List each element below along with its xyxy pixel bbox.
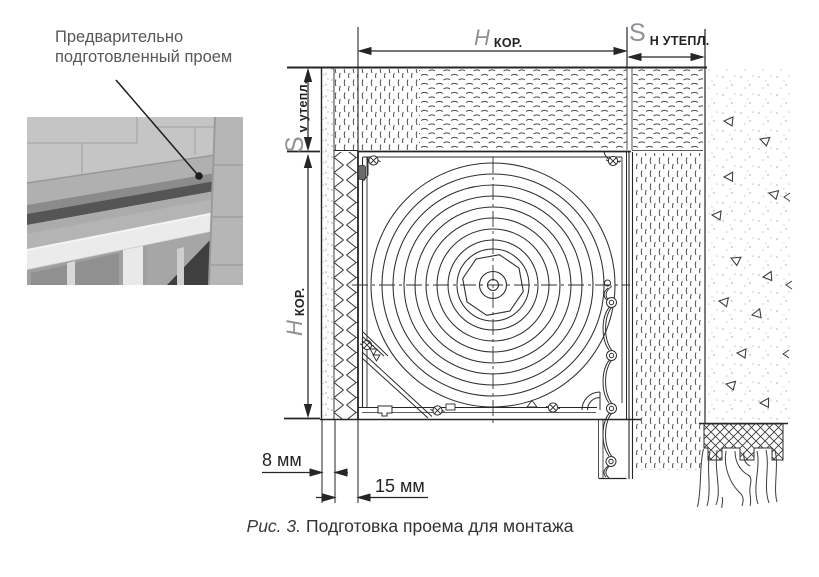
dim-label-h-kor-left: [284, 240, 307, 336]
dim-subscript: v утепл.: [296, 80, 310, 133]
dim-label-15mm: 15 мм: [375, 476, 425, 496]
dim-symbol: S: [281, 136, 309, 153]
figure-note: [55, 28, 245, 67]
dim-subscript: КОР.: [493, 36, 523, 50]
dim-label-8mm: 8 мм: [262, 450, 302, 470]
dim-subscript: Н УТЕПЛ.: [649, 34, 710, 48]
shutter-slats: [603, 280, 616, 478]
figure-caption-text: Подготовка проема для монтажа: [306, 516, 574, 536]
figure-note-line2: подготовленный проем: [55, 47, 233, 66]
figure-note-line1: Предварительно: [55, 28, 184, 46]
figure-caption-number: Рис. 3.: [246, 516, 302, 536]
dim-label-s-n-utepl: [629, 21, 710, 48]
dim-subscript: КОР.: [293, 287, 307, 317]
dim-symbol: H: [474, 25, 490, 50]
photo-prepared-opening: [27, 117, 243, 285]
dim-label-h-kor-top: [474, 27, 522, 50]
dim-label-s-v-utepl: [283, 61, 310, 153]
window-frame-section: [698, 424, 789, 509]
dim-symbol: S: [629, 19, 646, 47]
dim-symbol: H: [282, 320, 307, 336]
wood-grain: [698, 449, 778, 508]
figure-caption: [175, 516, 645, 537]
